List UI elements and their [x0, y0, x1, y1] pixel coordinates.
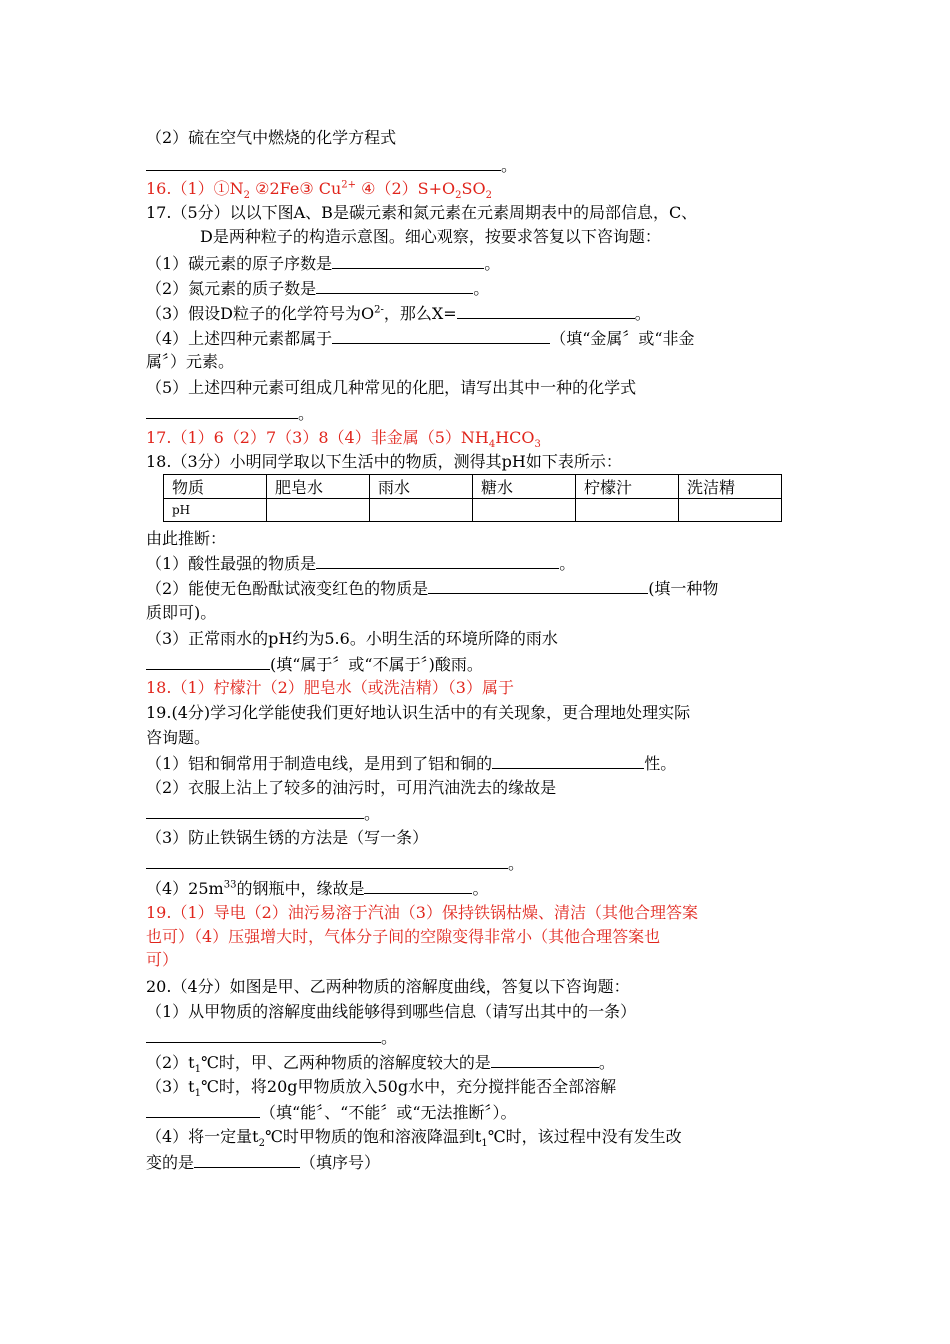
table-cell — [679, 499, 782, 522]
q19-part4: $(4)25m^{33}$的钢瓶中，缘故是 。 — [146, 879, 489, 898]
q20-part4-cont: 变的是 （填序号） — [146, 1153, 381, 1172]
table-row — [164, 499, 782, 522]
answer-17: 17.（1）6（2）7（3）8（4）非金属$(5)NH_4HCO_3$ — [146, 428, 541, 451]
q20-intro: 20.（4分）如图是甲、乙两种物质的溶解度曲线，答复以下咨询题： — [146, 977, 630, 996]
q20-part1: （1）从甲物质的溶解度曲线能够得到哪些信息（请写出其中的一条） — [146, 1002, 637, 1021]
table-cell — [473, 499, 576, 522]
answer-blank[interactable] — [316, 552, 559, 569]
q18-part1: （1）酸性最强的物质是 。 — [146, 554, 576, 573]
table-header-cell: 物质 — [164, 475, 267, 499]
answer-blank[interactable] — [146, 1101, 260, 1118]
q19-part1: （1）铝和铜常用于制造电线，是用到了铝和铜的 性。 — [146, 754, 677, 773]
answer-blank[interactable] — [332, 327, 550, 344]
q17-part2: （2）氮元素的质子数是 。 — [146, 279, 490, 298]
q15-answer-blank: 。 — [146, 154, 517, 177]
q18-part2-cont: 质即可)。 — [146, 603, 217, 622]
q17-part4-cont: 属〞）元素。 — [146, 352, 235, 371]
answer-blank[interactable] — [491, 1051, 599, 1068]
q17-part5: （5）上述四种元素可组成几种常见的化肥，请写出其中一种的化学式 — [146, 378, 637, 397]
q19-intro-line2: 咨询题。 — [146, 728, 211, 747]
answer-blank[interactable] — [146, 402, 298, 419]
q18-part3-cont: (填“属于〞或“不属于〞)酸雨。 — [146, 653, 483, 676]
answer-blank[interactable] — [364, 877, 472, 894]
table-cell: pH — [164, 499, 267, 522]
q17-part5-blank: 。 — [146, 402, 314, 425]
q20-part4: （4）将一定量$t_2℃$时甲物质的饱和溶液降温到$t_1℃$时，该过程中没有发生改 — [146, 1127, 682, 1150]
q20-part3-cont: （填“能〞、“不能〞或“无法推断〞）。 — [146, 1101, 517, 1124]
table-header-cell: 糖水 — [473, 475, 576, 499]
table-header-row — [164, 475, 782, 499]
q17-part4: （4）上述四种元素都属于 （填“金属〞或“非金 — [146, 329, 695, 348]
table-header-cell: 柠檬汁 — [576, 475, 679, 499]
answer-blank[interactable] — [146, 154, 501, 171]
table-cell — [576, 499, 679, 522]
ph-table — [163, 474, 782, 522]
q17-intro-line2: D是两种粒子的构造示意图。细心观察，按要求答复以下咨询题： — [200, 227, 661, 246]
q19-intro-line1: 19.(4分)学习化学能使我们更好地认识生活中的有关现象，更合理地处理实际 — [146, 703, 691, 722]
q19-part2: （2）衣服上沾上了较多的油污时，可用汽油洗去的缘故是 — [146, 778, 557, 797]
q19-part2-blank: 。 — [146, 802, 380, 825]
answer-16: $16.(1)①N_2$ ②2Fe③ $Cu^{2+}$ $④(2)S+O_2SO_2$ — [146, 179, 492, 202]
q15-part2: （2）硫在空气中燃烧的化学方程式 — [146, 128, 397, 147]
table-header-cell: 雨水 — [370, 475, 473, 499]
q20-part1-blank: 。 — [146, 1026, 397, 1049]
answer-blank[interactable] — [316, 277, 473, 294]
answer-blank[interactable] — [146, 653, 270, 670]
q18-intro: 18.（3分）小明同学取以下生活中的物质，测得其pH如下表所示： — [146, 452, 622, 471]
q17-part1: （1）碳元素的原子序数是 。 — [146, 254, 501, 273]
answer-blank[interactable] — [146, 802, 364, 819]
table-header-cell: 洗洁精 — [679, 475, 782, 499]
answer-19-line3: 可） — [146, 950, 179, 969]
answer-blank[interactable] — [428, 577, 648, 594]
answer-blank[interactable] — [146, 852, 508, 869]
q19-part3-blank: 。 — [146, 852, 524, 875]
q17-part3: （3）假设D粒子的化学符号为$O^{2-}$，那么X= 。 — [146, 304, 651, 323]
table-cell — [370, 499, 473, 522]
answer-19-line2: 也可）（4）压强增大时，气体分子间的空隙变得非常小（其他合理答案也 — [146, 927, 661, 946]
answer-19-line1: 19.（1）导电（2）油污易溶于汽油（3）保持铁锅枯燥、清洁（其他合理答案 — [146, 903, 698, 922]
answer-18: 18.（1）柠檬汁（2）肥皂水（或洗洁精）（3）属于 — [146, 678, 514, 697]
q17-intro-line1: 17.（5分）以以下图A、B是碳元素和氮元素在元素周期表中的局部信息，C、 — [146, 203, 698, 222]
q20-part3: $(3)t_1℃$时，将20g甲物质放入50g水中，充分搅拌能否全部溶解 — [146, 1077, 617, 1100]
q19-part3: （3）防止铁锅生锈的方法是（写一条） — [146, 828, 429, 847]
answer-blank[interactable] — [492, 752, 644, 769]
q20-part2: $(2)t_1℃$时，甲、乙两种物质的溶解度较大的是 。 — [146, 1053, 615, 1076]
q18-part2: （2）能使无色酚酞试液变红色的物质是 (填一种物 — [146, 579, 719, 598]
q18-part3: （3）正常雨水的pH约为5.6。小明生活的环境所降的雨水 — [146, 629, 558, 648]
q18-deduce: 由此推断： — [146, 529, 227, 548]
answer-blank[interactable] — [194, 1151, 300, 1168]
answer-blank[interactable] — [332, 252, 484, 269]
answer-blank[interactable] — [146, 1026, 381, 1043]
table-cell — [267, 499, 370, 522]
answer-blank[interactable] — [457, 302, 635, 319]
table-header-cell: 肥皂水 — [267, 475, 370, 499]
